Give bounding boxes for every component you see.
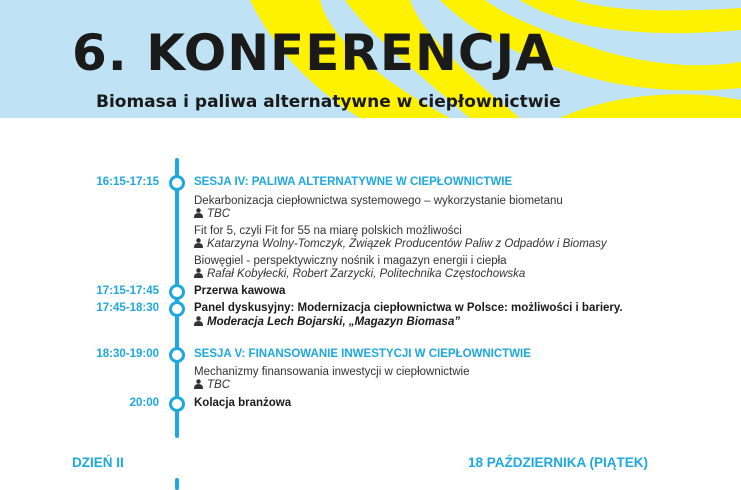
break-time: 17:15-17:45 [96, 285, 159, 297]
dinner-time: 20:00 [129, 397, 159, 409]
panel-time: 17:45-18:30 [96, 302, 159, 314]
conference-title: 6. KONFERENCJA [72, 24, 555, 82]
dinner-title: Kolacja branżowa [194, 397, 292, 409]
person-icon [194, 208, 203, 218]
conference-subtitle: Biomasa i paliwa alternatywne w ciepłownictwie [96, 92, 561, 112]
timeline-node [169, 396, 185, 412]
talk-speaker: Katarzyna Wolny-Tomczyk, Związek Producentów Paliw z Odpadów i Biomasy [194, 238, 607, 250]
panel-moderator: Moderacja Lech Bojarski, „Magazyn Biomasa” [194, 316, 460, 328]
timeline-node [169, 175, 185, 191]
timeline-node [169, 301, 185, 317]
person-icon [194, 379, 203, 389]
talk-speaker: Rafał Kobyłecki, Robert Zarzycki, Politechnika Częstochowska [194, 268, 525, 280]
person-icon [194, 268, 203, 278]
talk-speaker: TBC [194, 208, 230, 220]
day2-date: 18 PAŹDZIERNIKA (PIĄTEK) [468, 455, 649, 470]
break-title: Przerwa kawowa [194, 285, 286, 297]
session5-time: 18:30-19:00 [96, 348, 159, 360]
session5-title: SESJA V: FINANSOWANIE INWESTYCJI W CIEPŁOWNICTWIE [194, 348, 531, 360]
panel-title: Panel dyskusyjny: Modernizacja ciepłownictwa w Polsce: możliwości i bariery. [194, 302, 623, 314]
conference-header [0, 0, 741, 118]
person-icon [194, 316, 203, 326]
day2-label: DZIEŃ II [72, 455, 124, 470]
talk-topic: Fit for 5, czyli Fit for 55 na miarę polskich możliwości [194, 225, 462, 237]
session4-title: SESJA IV: PALIWA ALTERNATYWNE W CIEPŁOWNICTWIE [194, 176, 513, 188]
talk-topic: Mechanizmy finansowania inwestycji w ciepłownictwie [194, 366, 470, 378]
person-icon [194, 238, 203, 248]
talk-speaker: TBC [194, 379, 230, 391]
session4-time: 16:15-17:15 [96, 176, 159, 188]
talk-topic: Dekarbonizacja ciepłownictwa systemowego – wykorzystanie biometanu [194, 195, 563, 207]
timeline-node [169, 284, 185, 300]
timeline-line-day2 [175, 478, 179, 490]
talk-topic: Biowęgiel - perspektywiczny nośnik i magazyn energii i ciepła [194, 255, 507, 267]
timeline-node [169, 347, 185, 363]
